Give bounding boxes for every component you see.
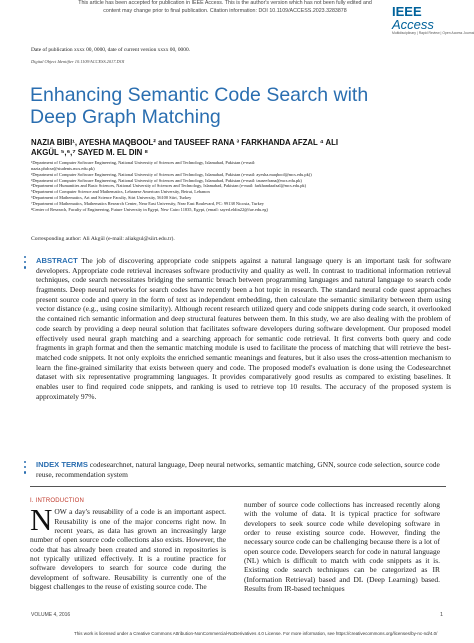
paper-title xyxy=(30,84,410,128)
license-notice: This work is licensed under a Creative Commons Attribution-NonCommercial-NoDerivatives 4.0 License. For more information, see https://creativecommons.org/licenses/by-nc-nd/4.0/ xyxy=(74,631,438,636)
abstract-block xyxy=(36,256,451,401)
page-number: 1 xyxy=(440,612,444,618)
affiliation-line: ⁷Department of Mathematics, Mathematics Research Center, Near East University, Near East Boulevard, PC: 99138 Nicosia, Turkey xyxy=(31,200,264,206)
intro-right-column xyxy=(244,500,440,593)
affiliations xyxy=(31,160,451,213)
affiliation-line: ⁶Department of Mathematics, Art and Science Faculty, Siirt University, 56100 Siirt, Turkey xyxy=(31,195,192,201)
volume-label: VOLUME 4, 2016 xyxy=(31,612,71,618)
affiliation-line: ²Department of Computer Software Engineering, National University of Sciences and Technology, Islamabad, Pakistan (e-mail: ayesha.maqbool@mcs.edu.pk)) xyxy=(31,171,312,177)
section-divider xyxy=(30,486,446,487)
logo-ieee-text: IEEE xyxy=(392,4,422,19)
intro-dropcap: N xyxy=(30,502,53,538)
intro-right-text: number of source code collections has increased recently along with the volume of data. It is typical practice for software developers to seek source code while developing software in order to reuse existing source code. However, finding the necessary source code can be challenging because there is a lot of open source code. Developers search for code in natural language (NL) which is difficult to match with code snippets as it is. Existing code search techniques can be categorized as IR (Information Retrieval) based and DL (Deep Learning) based. Results from IR-based techniques xyxy=(244,500,440,593)
logo-access-text: Access xyxy=(392,17,434,32)
affiliation-line: ⁴Department of Humanities and Basic Sciences, National University of Sciences and Technology, Islamabad, Pakistan (e-mail: farkhandaafzal@mcs.edu.pk) xyxy=(31,183,307,189)
authors-line-2: AKGÜL ⁵,⁶,⁷ SAYED M. EL DIN ⁸ xyxy=(31,148,149,157)
authors-line-1: NAZIA BIBI¹, AYESHA MAQBOOL² and TAUSEEF RANA ³ FARKHANDA AFZAL ⁴ ALI xyxy=(31,138,339,147)
abstract-text: The job of discovering appropriate code snippets against a natural language query is an important task for software developers. Appropriate code retrieval increases software productivity and quality as well. In contrast to traditional information retrieval techniques, code search necessitates bridging the semantic breach between programming languages and natural language to search code fragments. Deep neural networks for search codes have recently been a hot topic in research. The standard neural code quest approaches present source code and query in the form of text as independent embedding, then calculate the semantic similarity between them using vector distance (e.g., using cosine similarity). Although recent research utilized query and code snippets during code search, it overlooked the contained rich semantic information and deep structural features between them. In this study, we are also dealing with the problem of code search by providing a deep neural solution that facilitates software developers during software development. Our proposed model effectively used neural graph matching and a searching approach for semantic code retrieval. It first converts both query and code fragments in graph format and then the semantic matching module is used to facilitate the process of matching that will retrieve the best-matched code snippets. It not only exploits the enriched semantic meanings and features, but it also uses the cross-attention mechanism to learn the fine-grained similarity that exists between query and code. The proposed model's evaluation is done using the Codesearchnet dataset with six representative programming languages. It provides comparatively good results as compared to existing baselines. It enables user to find required code snippets, and ranking is used to retrieve top 10 results. The accuracy of the proposed system is approximately 97%. xyxy=(36,256,451,401)
index-terms-text: codesearchnet, natural language, Deep neural networks, semantic matching, GNN, source code selection, source code reuse, recommendation system xyxy=(36,460,440,479)
publication-dates: Date of publication xxxx 00, 0000, date of current version xxxx 00, 0000. xyxy=(31,47,190,53)
publication-notice-line-2: content may change prior to final publication. Citation information: DOI 10.1109/ACCESS.2023.3283878 xyxy=(103,8,347,14)
affiliation-line: nazia.phdcse@students.mcs.edu.pk) xyxy=(31,165,95,171)
affiliation-line: ⁸Center of Research, Faculty of Engineering, Future University in Egypt, New Cairo 11835, Egypt, (email: sayed.eldin22@fue.edu.eg) xyxy=(31,206,268,212)
affiliation-line: ³Department of Computer Software Engineering, National University of Sciences and Technology, Islamabad, Pakistan (e-mail: tauseefrana@mcs.edu.pk) xyxy=(31,177,302,183)
corresponding-author: Corresponding author: Ali Akgül (e-mail: aliakgul@siirt.edu.tr). xyxy=(31,236,175,242)
ieee-access-logo xyxy=(392,4,474,35)
intro-left-column xyxy=(30,497,226,591)
intro-heading: I. INTRODUCTION xyxy=(30,498,84,504)
abstract-heading: ABSTRACT xyxy=(36,256,78,265)
abstract-dot-marker xyxy=(24,256,28,272)
publication-notice-line-1: This article has been accepted for publication in IEEE Access. This is the author's version which has not been fully edited and xyxy=(78,0,372,6)
index-terms-block xyxy=(36,460,451,479)
title-line-1: Enhancing Semantic Code Search with xyxy=(30,84,369,106)
intro-left-text: OW a day's reusability of a code is an important aspect. Reusability is one of the major concerns right now. In recent years, as data has grown an increasingly large number of open source code collections also exists. However, the code that has already been created and stored in repositories is not typically utilized effectively. It is a routine practice for software developers to search for source code during the development of software. Reusability is currently one of the biggest challenges to the reuse of existing source code. The xyxy=(30,507,226,591)
index-terms-heading: INDEX TERMS xyxy=(36,460,88,469)
author-list xyxy=(31,138,431,158)
index-terms-dot-marker xyxy=(24,461,28,477)
doi-line: Digital Object Identifier 10.1109/ACCESS.2017.DOI xyxy=(31,59,125,64)
logo-tagline: Multidisciplinary | Rapid Review | Open Access Journal xyxy=(392,31,474,35)
title-line-2: Deep Graph Matching xyxy=(30,106,221,128)
affiliation-line: ¹Department of Computer Software Engineering, National University of Sciences and Technology, Islamabad, Pakistan (e-mail: xyxy=(31,160,256,165)
affiliation-line: ⁵Department of Computer Science and Mathematics, Lebanese American University, Beirut, Lebanon xyxy=(31,189,210,195)
